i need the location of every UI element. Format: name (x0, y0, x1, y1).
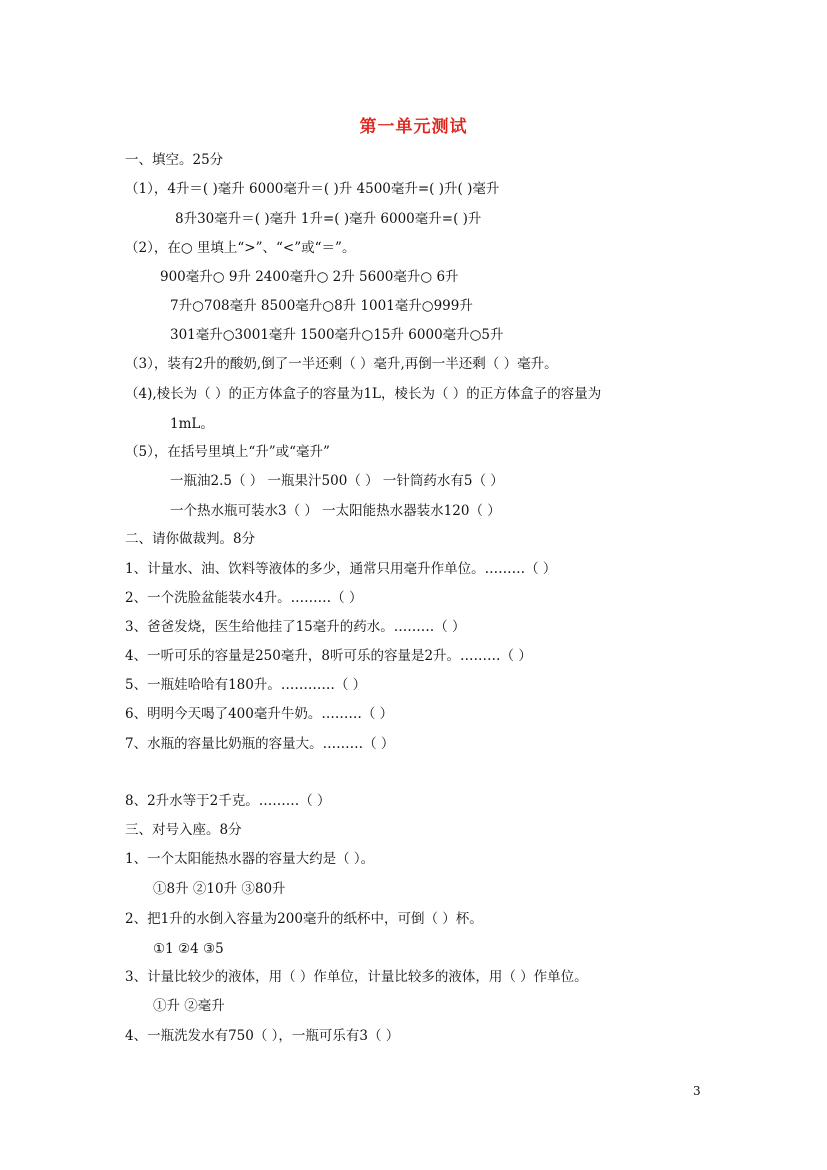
answer-options: ①升 ②毫升 (153, 998, 225, 1014)
question-line: 8升30毫升＝( )毫升 1升=( )毫升 6000毫升=( )升 (175, 211, 482, 227)
section-2-heading: 二、请你做裁判。8分 (125, 531, 256, 547)
page-title: 第一单元测试 (359, 117, 468, 137)
question-line: （4),棱长为（ ）的正方体盒子的容量为1L，棱长为（ ）的正方体盒子的容量为 (125, 386, 602, 402)
question-line: 6、明明今天喝了400毫升牛奶。………（ ） (125, 706, 394, 722)
page-number: 3 (693, 1084, 701, 1098)
answer-options: ①8升 ②10升 ③80升 (153, 881, 286, 897)
answer-options: ①1 ②4 ③5 (153, 941, 224, 957)
section-1-heading: 一、填空。25分 (125, 152, 224, 168)
question-line: （3），装有2升的酸奶,倒了一半还剩（ ）毫升,再倒一半还剩（ ）毫升。 (125, 356, 558, 372)
question-line: （5），在括号里填上“升”或“毫升” (125, 444, 330, 460)
question-line: 一瓶油2.5（ ） 一瓶果汁500（ ） 一针筒药水有5（ ） (170, 473, 504, 489)
question-line: 1mL。 (170, 416, 214, 432)
question-line: 2、把1升的水倒入容量为200毫升的纸杯中，可倒（ ）杯。 (125, 911, 483, 927)
question-line: 900毫升○ 9升 2400毫升○ 2升 5600毫升○ 6升 (160, 269, 459, 285)
question-line: 1、计量水、油、饮料等液体的多少，通常只用毫升作单位。………（ ） (125, 561, 557, 577)
question-line: 3、计量比较少的液体，用（ ）作单位，计量比较多的液体，用（ ）作单位。 (125, 969, 588, 985)
question-line: 3、爸爸发烧，医生给他挂了15毫升的药水。………（ ） (125, 619, 466, 635)
question-line: 5、一瓶娃哈哈有180升。…………（ ） (125, 677, 367, 693)
question-line: 一个热水瓶可装水3（ ） 一太阳能热水器装水120（ ） (170, 503, 501, 519)
question-line: 2、一个洗脸盆能装水4升。………（ ） (125, 590, 363, 606)
question-line: 4、一瓶洗发水有750（ ），一瓶可乐有3（ ） (125, 1028, 400, 1044)
section-3-heading: 三、对号入座。8分 (125, 822, 242, 838)
question-line: 7升○708毫升 8500毫升○8升 1001毫升○999升 (170, 298, 473, 314)
question-line: 8、2升水等于2千克。………（ ） (125, 793, 331, 809)
question-line: 1、一个太阳能热水器的容量大约是（ ）。 (125, 851, 375, 867)
question-line: 4、一听可乐的容量是250毫升，8听可乐的容量是2升。………（ ） (125, 648, 532, 664)
question-line: （1），4升＝( )毫升 6000毫升＝( )升 4500毫升=( )升( )毫升 (125, 181, 500, 197)
question-line: 7、水瓶的容量比奶瓶的容量大。………（ ） (125, 736, 395, 752)
question-line: （2），在○ 里填上“>”、“<”或“＝”。 (125, 240, 356, 256)
question-line: 301毫升○3001毫升 1500毫升○15升 6000毫升○5升 (170, 327, 504, 343)
